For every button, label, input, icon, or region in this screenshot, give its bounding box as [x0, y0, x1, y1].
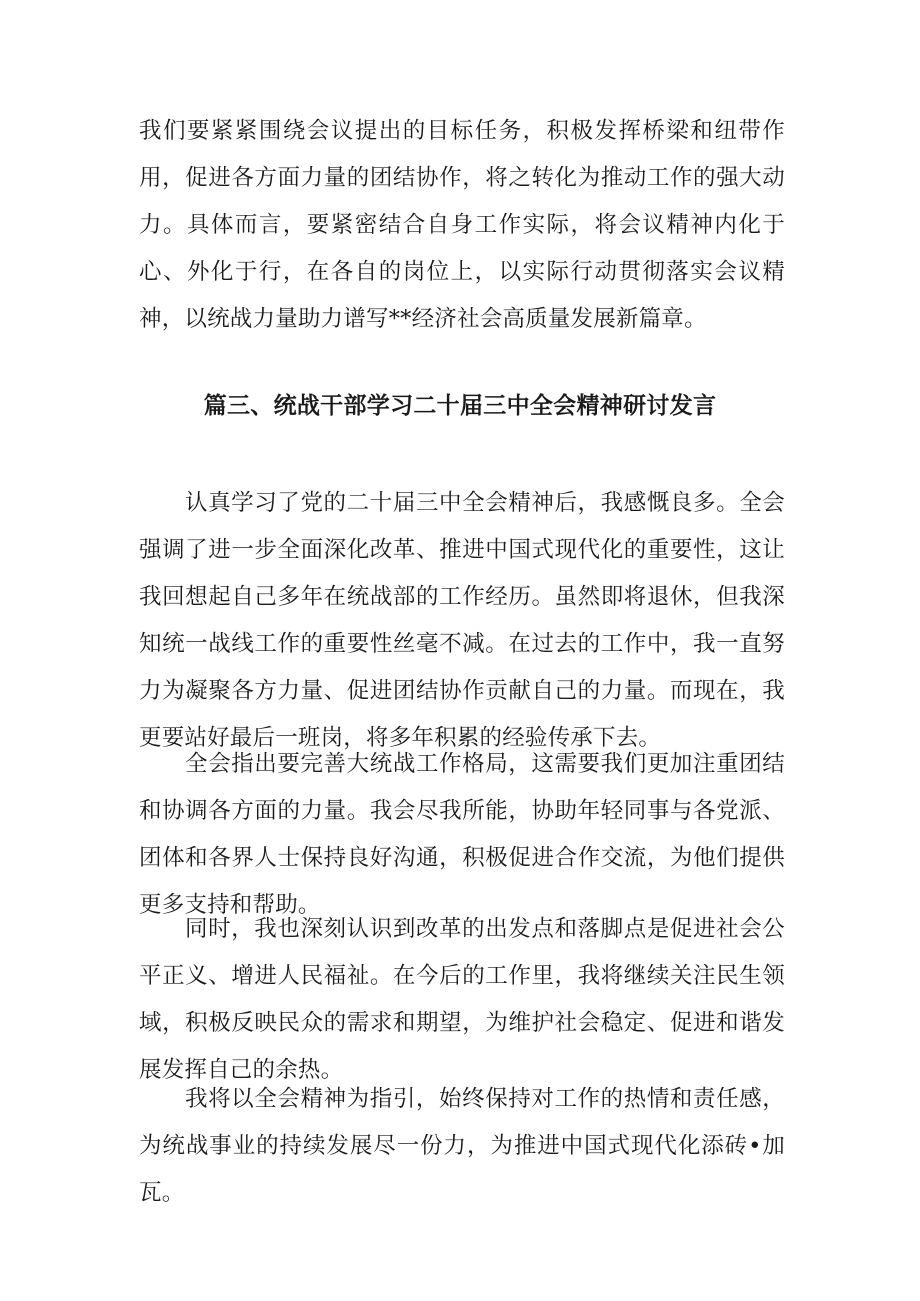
body-paragraph: 同时，我也深刻认识到改革的出发点和落脚点是促进社会公平正义、增进人民福祉。在今后的工作里，我将继续关注民生领域，积极反映民众的需求和期望，为维护社会稳定、促进和谐发展发挥自己的余热。	[139, 916, 785, 1083]
body-paragraph: 认真学习了党的二十届三中全会精神后，我感慨良多。全会强调了进一步全面深化改革、推进中国式现代化的重要性，这让我回想起自己多年在统战部的工作经历。虽然即将退休，但我深知统一战线工作的重要性丝毫不减。在过去的工作中，我一直努力为凝聚各方力量、促进团结协作贡献自己的力量。而现在，我更要站好最后一班岗，将多年积累的经验传承下去。	[139, 490, 785, 751]
body-paragraph: 全会指出要完善大统战工作格局，这需要我们更加注重团结和协调各方面的力量。我会尽我所能，协助年轻同事与各党派、团体和各界人士保持良好沟通，积极促进合作交流，为他们提供更多支持和帮助。	[139, 751, 785, 918]
body-paragraph: 我将以全会精神为指引，始终保持对工作的热情和责任感，为统战事业的持续发展尽一份力，为推进中国式现代化添砖•加瓦。	[139, 1086, 785, 1206]
intro-paragraph: 我们要紧紧围绕会议提出的目标任务，积极发挥桥梁和纽带作用，促进各方面力量的团结协作，将之转化为推动工作的强大动力。具体而言，要紧密结合自身工作实际，将会议精神内化于心、外化于行，在各自的岗位上，以实际行动贯彻落实会议精神，以统战力量助力谱写**经济社会高质量发展新篇章。	[139, 118, 785, 332]
section-title: 篇三、统战干部学习二十届三中全会精神研讨发言	[203, 393, 717, 419]
